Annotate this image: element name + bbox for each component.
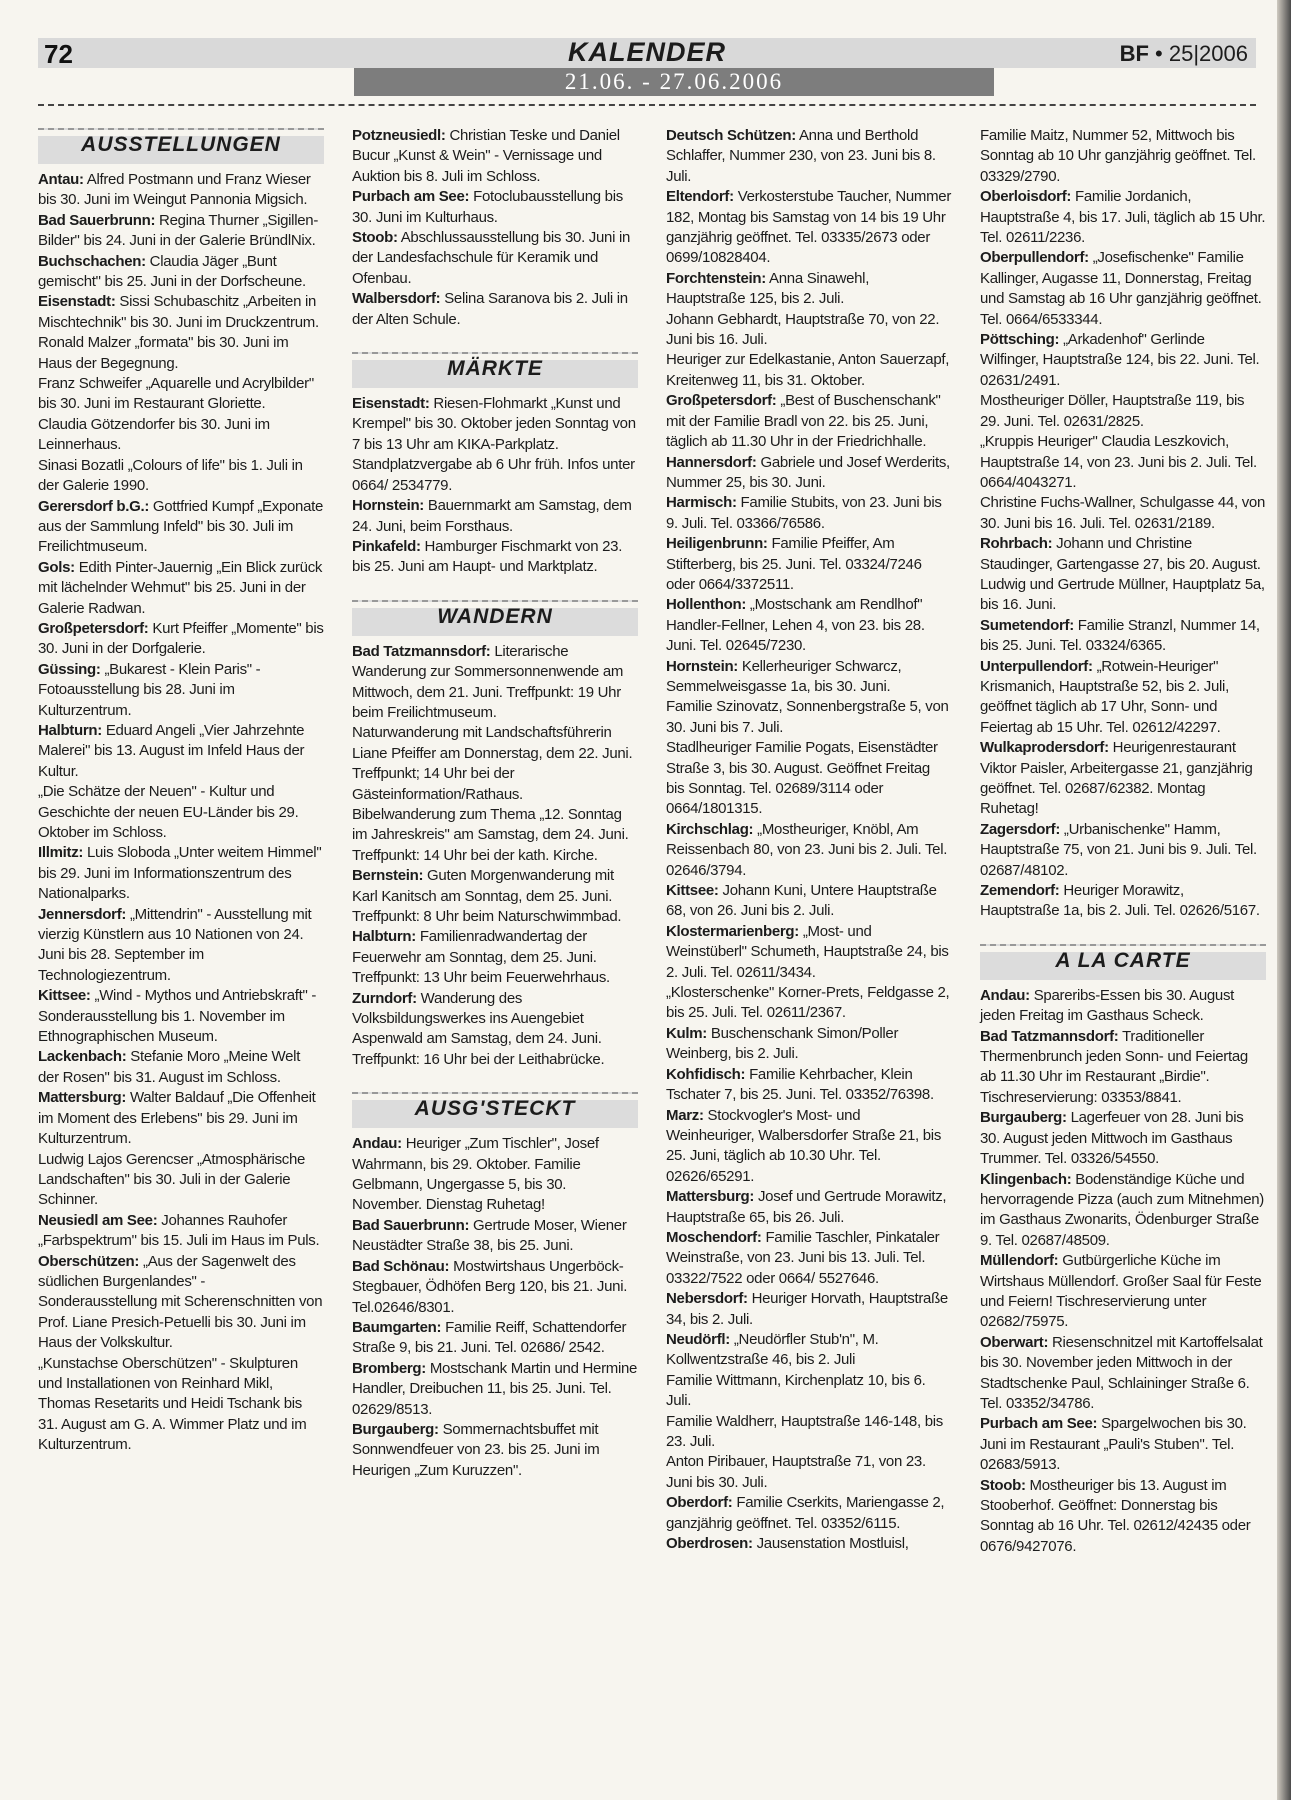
listing-entry [666, 738, 952, 820]
listing-entry [352, 1257, 638, 1318]
entry-text: Heuriger Morawitz, Hauptstraße 1a, bis 2. Juli. Tel. 02626/5167. [980, 882, 1260, 920]
listing-entry [352, 187, 638, 228]
listing-entry [980, 657, 1266, 739]
place-name: Oberschützen: [38, 1252, 140, 1270]
place-name: Nebersdorf: [666, 1290, 748, 1308]
entry-text: Abschlussausstellung bis 30. Juni in der Landesfachschule für Keramik und Ofenbau. [352, 229, 631, 287]
listing-entry [980, 820, 1266, 881]
entry-text: „Arkadenhof" Gerlinde Wilfinger, Hauptstraße 124, bis 22. Juni. Tel. 02631/2491. [980, 331, 1260, 389]
place-name: Bad Tatzmannsdorf: [980, 1027, 1119, 1045]
listing-entry [38, 292, 324, 333]
entry-text: Ronald Malzer „formata" bis 30. Juni im Haus der Begegnung. [38, 334, 289, 372]
entry-text: Traditioneller Thermenbrunch jeden Sonn- und Feiertag ab 11.30 Uhr im Restaurant „Birdie". Tischreservierung: 03353/8841. [980, 1027, 1248, 1106]
listing-entry [980, 986, 1266, 1027]
listing-entry [38, 986, 324, 1047]
entry-text: Naturwanderung mit Landschaftsführerin Liane Pfeiffer am Donnerstag, dem 22. Juni. Treffpunkt; 14 Uhr bei der Gästeinformation/Rathaus. [352, 724, 633, 803]
entry-text: Anna Sinawehl, Hauptstraße 125, bis 2. Juli. [666, 269, 870, 308]
entry-text: Sissi Schubaschitz „Arbeiten in Mischtechnik" bis 30. Juni im Druckzentrum. [38, 293, 319, 331]
entry-text: Heuriger zur Edelkastanie, Anton Sauerzapf, Kreitenweg 11, bis 31. Oktober. [666, 351, 950, 389]
date-range: 21.06. - 27.06.2006 [354, 68, 994, 96]
column-4 [980, 126, 1266, 1557]
entry-text: Riesen-Flohmarkt „Kunst und Krempel" bis 30. Oktober jeden Sonntag von 7 bis 13 Uhr am KIKA-Parkplatz. Standplatzvergabe ab 6 Uhr früh. Infos unter 0664/ 2534779. [352, 395, 636, 494]
place-name: Stoob: [980, 1476, 1026, 1494]
issue-number: 25|2006 [1168, 41, 1248, 66]
listing-entry [38, 415, 324, 456]
listing-entry [980, 738, 1266, 820]
entry-text: Mostheuriger bis 13. August im Stooberhof. Geöffnet: Donnerstag bis Sonntag ab 16 Uhr. Tel. 02612/42435 oder 0676/9427076. [980, 1476, 1251, 1555]
place-name: Mattersburg: [666, 1188, 755, 1206]
listing-entry [352, 228, 638, 289]
listing-entry [980, 391, 1266, 432]
listing-entry [666, 1493, 952, 1534]
listing-entry [980, 534, 1266, 616]
place-name: Hollenthon: [666, 596, 747, 614]
entry-text: Wanderung des Volksbildungswerkes ins Auengebiet Aspenwald am Samstag, dem 24. Juni. Treffpunkt: 16 Uhr bei der Leithabrücke. [352, 989, 605, 1068]
place-name: Bad Tatzmannsdorf: [352, 642, 491, 660]
place-name: Burgauberg: [980, 1109, 1067, 1127]
place-name: Neudörfl: [666, 1330, 730, 1348]
listing-entry [352, 1318, 638, 1359]
listing-entry [980, 187, 1266, 248]
entry-text: Anton Piribauer, Hauptstraße 71, von 23. Juni bis 30. Juli. [666, 1453, 926, 1491]
place-name: Lackenbach: [38, 1048, 127, 1066]
listing-entry [980, 330, 1266, 391]
entry-text: Heurigenrestaurant Viktor Paisler, Arbeitergasse 21, ganzjährig geöffnet. Tel. 02687/62382. Montag Ruhetag! [980, 739, 1253, 818]
spacer [352, 578, 638, 598]
category-heading-ausgsteckt [352, 1092, 638, 1128]
place-name: Oberpullendorf: [980, 249, 1089, 267]
entry-text: Spargelwochen bis 30. Juni im Restaurant „Pauli's Stuben". Tel. 02683/5913. [980, 1415, 1247, 1474]
listing-entry [352, 1134, 638, 1216]
place-name: Pinkafeld: [352, 537, 421, 555]
listing-entry [352, 1359, 638, 1420]
spacer [352, 1070, 638, 1090]
place-name: Kittsee: [38, 987, 91, 1005]
listing-entry [38, 1252, 324, 1354]
place-name: Oberdrosen: [666, 1535, 753, 1553]
listing-entry [38, 252, 324, 293]
entry-text: Johann Kuni, Untere Hauptstraße 68, von 26. Juni bis 2. Juli. [666, 882, 937, 920]
entry-text: „Klosterschenke" Korner-Prets, Feldgasse 2, bis 25. Juli. Tel. 02611/2367. [666, 984, 950, 1022]
entries-col3 [666, 126, 952, 1554]
entry-text: „Wind - Mythos und Antriebskraft" - Sonderausstellung bis 1. November im Ethnographischen Museum. [38, 987, 317, 1046]
place-name: Wulkaprodersdorf: [980, 739, 1109, 757]
listing-entry [666, 453, 952, 494]
entry-text: „Urbanischenke" Hamm, Hauptstraße 75, von 21. Juni bis 9. Juli. Tel. 02687/48102. [980, 820, 1257, 879]
listing-entry [666, 1534, 952, 1554]
entry-text: „Kunstachse Oberschützen" - Skulpturen und Installationen von Reinhard Mikl, Thomas Resetarits und Heidi Tschank bis 31. August am G. A. Wimmer Platz und im Kulturzentrum. [38, 1354, 307, 1454]
issue-bullet: • [1155, 41, 1163, 66]
listing-entry [980, 432, 1266, 493]
entry-text: Bibelwanderung zum Thema „12. Sonntag im Jahreskreis" am Samstag, dem 24. Juni. Treffpunkt: 14 Uhr bei der kath. Kirche. [352, 805, 629, 864]
place-name: Sumetendorf: [980, 616, 1074, 634]
entry-text: Familie Stranzl, Nummer 14, bis 25. Juni. Tel. 03324/6365. [980, 616, 1260, 655]
entry-text: Hamburger Fischmarkt von 23. bis 25. Juni am Haupt- und Marktplatz. [352, 537, 623, 576]
place-name: Purbach am See: [352, 188, 470, 206]
entry-text: „Mittendrin" - Ausstellung mit vierzig Künstlern aus 10 Nationen von 24. Juni bis 28. September im Technologiezentrum. [38, 905, 312, 984]
entry-text: Familie Cserkits, Mariengasse 2, ganzjährig geöffnet. Tel. 03352/6115. [666, 1494, 945, 1532]
entry-text: Luis Sloboda „Unter weitem Himmel" bis 29. Juni im Informationszentrum des Nationalparks. [38, 844, 322, 903]
entry-text: Walter Baldauf „Die Offenheit im Moment des Erlebens" bis 29. Juni im Kulturzentrum. [38, 1089, 316, 1148]
spacer [352, 330, 638, 350]
place-name: Hornstein: [352, 497, 425, 515]
place-name: Purbach am See: [980, 1415, 1098, 1433]
place-name: Kohfidisch: [666, 1065, 746, 1083]
entry-text: Gabriele und Josef Werderits, Nummer 25, bis 30. Juni. [666, 453, 950, 491]
listing-entry [980, 1251, 1266, 1333]
entry-text: Kurt Pfeiffer „Momente" bis 30. Juni in der Dorfgalerie. [38, 619, 324, 658]
place-name: Kulm: [666, 1024, 707, 1042]
brand-label: BF [1119, 41, 1149, 66]
listing-entry [38, 374, 324, 415]
place-name: Kirchschlag: [666, 820, 754, 838]
listing-entry [38, 782, 324, 843]
listing-entry [666, 126, 952, 187]
listing-entry [666, 1452, 952, 1493]
listing-entry [666, 983, 952, 1024]
listing-entry [352, 1420, 638, 1481]
listing-entry [38, 843, 324, 904]
entry-text: Johann Gebhardt, Hauptstraße 70, von 22. Juni bis 16. Juli. [666, 310, 940, 349]
category-label: AUSSTELLUNGEN [81, 133, 281, 156]
listing-entry [980, 1170, 1266, 1252]
listing-entry [980, 616, 1266, 657]
entry-text: Selina Saranova bis 2. Juli in der Alten Schule. [352, 290, 628, 328]
listing-entry [666, 1228, 952, 1289]
entry-text: „Aus der Sagenwelt des südlichen Burgenlandes" - Sonderausstellung mit Scherenschnitten von Prof. Liane Presich-Petuelli bis 30. Juni im Haus der Volkskultur. [38, 1252, 323, 1352]
column-2 [352, 126, 638, 1481]
place-name: Walbersdorf: [352, 290, 441, 308]
listing-entry [980, 493, 1266, 534]
entry-text: Gutbürgerliche Küche im Wirtshaus Müllendorf. Großer Saal für Feste und Feiern! Tischreservierung unter 02682/75975. [980, 1252, 1262, 1331]
listing-entry [352, 394, 638, 496]
place-name: Burgauberg: [352, 1420, 439, 1438]
place-name: Eisenstadt: [352, 395, 430, 413]
entry-text: Mostschank Martin und Hermine Handler, Dreibuchen 11, bis 25. Juni. Tel. 02629/8513. [352, 1359, 638, 1418]
entry-text: Eduard Angeli „Vier Jahrzehnte Malerei" bis 13. August im Infeld Haus der Kultur. [38, 721, 305, 780]
entry-text: Mostwirtshaus Ungerböck-Stegbauer, Ödhöfen Berg 120, bis 21. Juni. Tel.02646/8301. [352, 1257, 628, 1316]
place-name: Bernstein: [352, 867, 424, 885]
entry-text: Ludwig Lajos Gerencser „Atmosphärische Landschaften" bis 30. Juli in der Galerie Schinner. [38, 1150, 306, 1209]
place-name: Buchschachen: [38, 252, 146, 270]
entry-text: Kellerheuriger Schwarcz, Semmelweisgasse 1a, bis 30. Juni. [666, 657, 902, 695]
listing-entry [666, 1187, 952, 1228]
listing-entry [666, 1289, 952, 1330]
place-name: Stoob: [352, 229, 398, 247]
listing-entry [352, 866, 638, 927]
listing-entry [352, 805, 638, 866]
place-name: Gerersdorf b.G.: [38, 497, 150, 515]
page-edge-shadow [1277, 0, 1291, 1800]
listing-entry [352, 126, 638, 187]
listing-entry [666, 1330, 952, 1371]
entry-text: Mostheuriger Döller, Hauptstraße 119, bis 29. Juni. Tel. 02631/2825. [980, 392, 1245, 430]
listing-entry [666, 1106, 952, 1188]
listing-entry [38, 619, 324, 660]
listing-entry [980, 1476, 1266, 1558]
place-name: Gols: [38, 558, 75, 576]
place-name: Marz: [666, 1106, 704, 1124]
category-label: WANDERN [437, 604, 553, 628]
listing-entry [352, 642, 638, 724]
place-name: Großpetersdorf: [38, 619, 149, 637]
entry-text: „Kruppis Heuriger" Claudia Leszkovich, Hauptstraße 14, von 23. Juni bis 2. Juli. Tel. 0664/4043271. [980, 433, 1257, 491]
listing-entry [980, 248, 1266, 330]
place-name: Bad Sauerbrunn: [352, 1216, 470, 1234]
listing-entry [38, 1354, 324, 1456]
listing-entry [352, 289, 638, 330]
place-name: Kittsee: [666, 882, 719, 900]
entry-text: Familienradwandertag der Feuerwehr am Sonntag, dem 25. Juni. Treffpunkt: 13 Uhr beim Feuerwehrhaus. [352, 928, 610, 987]
section-title: KALENDER [567, 37, 726, 67]
entries-col2b [352, 394, 638, 578]
entry-text: Stockvogler's Most- und Weinheuriger, Walbersdorfer Straße 21, bis 25. Juni, täglich ab 10.30 Uhr. Tel. 02626/65291. [666, 1106, 942, 1185]
listing-entry [666, 187, 952, 269]
entry-text: Johannes Rauhofer „Farbspektrum" bis 15. Juli im Haus im Puls. [38, 1211, 320, 1250]
place-name: Eltendorf: [666, 188, 734, 206]
listing-entry [352, 496, 638, 537]
listing-entry [980, 126, 1266, 187]
entry-text: „Most- und Weinstüberl" Schumeth, Hauptstraße 24, bis 2. Juli. Tel. 02611/3434. [666, 922, 949, 981]
entry-text: Familie Waldherr, Hauptstraße 146-148, bis 23. Juli. [666, 1412, 943, 1450]
listing-entry [666, 391, 952, 452]
place-name: Potzneusiedl: [352, 127, 446, 144]
listing-entry [38, 1088, 324, 1149]
listing-entry [666, 922, 952, 983]
entry-text: Christine Fuchs-Wallner, Schulgasse 44, von 30. Juni bis 16. Juli. Tel. 02631/2189. [980, 494, 1266, 532]
entry-text: „Mostheuriger, Knöbl, Am Reissenbach 80, von 23. Juni bis 2. Juli. Tel. 02646/3794. [666, 820, 948, 879]
entry-text: Stefanie Moro „Meine Welt der Rosen" bis 31. August im Schloss. [38, 1048, 301, 1086]
entry-text: „Die Schätze der Neuen" - Kultur und Geschichte der neuen EU-Länder bis 29. Oktober im Schloss. [38, 783, 299, 841]
place-name: Oberloisdorf: [980, 188, 1072, 206]
listing-entry [666, 820, 952, 881]
place-name: Rohrbach: [980, 535, 1053, 553]
listing-entry [38, 456, 324, 497]
place-name: Mattersburg: [38, 1089, 127, 1107]
listing-entry [38, 1047, 324, 1088]
place-name: Unterpullendorf: [980, 657, 1093, 675]
entry-text: Heuriger „Zum Tischler", Josef Wahrmann, bis 29. Oktober. Familie Gelbmann, Ungergasse 5, bis 30. November. Dienstag Ruhetag! [352, 1135, 599, 1214]
listing-entry [666, 269, 952, 310]
page-number: 72 [44, 39, 73, 69]
entry-text: Familie Jordanich, Hauptstraße 4, bis 17. Juli, täglich ab 15 Uhr. Tel. 02611/2236. [980, 188, 1266, 247]
entry-text: Josef und Gertrude Morawitz, Hauptstraße 65, bis 26. Juli. [666, 1188, 947, 1226]
place-name: Zagersdorf: [980, 820, 1061, 838]
place-name: Klingenbach: [980, 1170, 1072, 1188]
entry-text: Spareribs-Essen bis 30. August jeden Freitag im Gasthaus Scheck. [980, 986, 1235, 1025]
place-name: Pöttsching: [980, 331, 1060, 349]
entry-text: Edith Pinter-Jauernig „Ein Blick zurück mit lächelnder Wehmut" bis 25. Juni in der Galerie Radwan. [38, 558, 323, 617]
listing-entry [666, 697, 952, 738]
place-name: Baumgarten: [352, 1318, 442, 1336]
entries-col4a [980, 126, 1266, 922]
entries-col2c [352, 642, 638, 1071]
entries-col4b [980, 986, 1266, 1557]
column-1 [38, 126, 324, 1456]
listing-entry [666, 657, 952, 698]
column-3 [666, 126, 952, 1554]
listing-entry [666, 310, 952, 351]
header-rule [38, 104, 1256, 106]
listing-entry [980, 1333, 1266, 1415]
category-label: A LA CARTE [1055, 948, 1191, 972]
place-name: Hornstein: [666, 657, 739, 675]
listing-entry [38, 721, 324, 782]
issue-info [1120, 41, 1248, 67]
page-header [38, 38, 1256, 98]
category-heading-maerkte [352, 352, 638, 388]
listing-entry [980, 1108, 1266, 1169]
entry-text: Christian Teske und Daniel Bucur „Kunst & Wein" - Vernissage und Auktion bis 8. Juli im Schloss. [352, 127, 620, 185]
listing-entry [666, 534, 952, 595]
entries-col2d [352, 1134, 638, 1481]
entry-text: Riesenschnitzel mit Kartoffelsalat bis 30. November jeden Mittwoch in der Stadtschenke Paul, Schlaininger Straße 6. Tel. 03352/34786. [980, 1333, 1263, 1412]
entry-text: Familie Szinovatz, Sonnenbergstraße 5, von 30. Juni bis 7. Juli. [666, 698, 949, 736]
place-name: Forchtenstein: [666, 269, 766, 287]
entries-col2a [352, 126, 638, 330]
listing-entry [980, 881, 1266, 922]
listing-entry [666, 881, 952, 922]
entry-text: Regina Thurner „Sigillen-Bilder" bis 24. Juni in der Galerie BründlNix. [38, 211, 319, 250]
spacer [980, 922, 1266, 942]
category-label: AUSG'STECKT [414, 1097, 576, 1121]
entry-text: Gertrude Moser, Wiener Neustädter Straße 38, bis 25. Juni. [352, 1216, 627, 1255]
entry-text: Bodenständige Küche und hervorragende Pizza (auch zum Mitnehmen) im Gasthaus Zwonarits, Ödenburger Straße 9. Tel. 02687/48509. [980, 1170, 1264, 1249]
listing-entry [38, 497, 324, 558]
place-name: Zemendorf: [980, 882, 1060, 900]
place-name: Müllendorf: [980, 1252, 1059, 1270]
entry-text: Claudia Götzendorfer bis 30. Juni im Leinnerhaus. [38, 415, 270, 454]
place-name: Oberwart: [980, 1333, 1049, 1351]
entry-text: Alfred Postmann und Franz Wieser bis 30. Juni im Weingut Pannonia Migsich. [38, 171, 311, 209]
entry-text: „Rotwein-Heuriger" Krismanich, Hauptstraße 52, bis 2. Juli, geöffnet täglich ab 17 Uhr, Sonn- und Feiertag ab 15 Uhr. Tel. 02612/42297. [980, 657, 1229, 736]
entry-text: Anna und Berthold Schlaffer, Nummer 230, von 23. Juni bis 8. Juli. [666, 127, 936, 185]
entry-text: Familie Kehrbacher, Klein Tschater 7, bis 25. Juni. Tel. 03352/76398. [666, 1065, 934, 1104]
header-bar [38, 38, 1256, 68]
listing-entry [666, 1024, 952, 1065]
category-heading-wandern [352, 600, 638, 636]
place-name: Neusiedl am See: [38, 1211, 158, 1229]
entry-text: Stadlheuriger Familie Pogats, Eisenstädter Straße 3, bis 30. August. Geöffnet Freitag bis Sonntag. Tel. 02689/3114 oder 0664/1801315. [666, 739, 938, 818]
listing-entry [666, 493, 952, 534]
place-name: Oberdorf: [666, 1494, 733, 1512]
entry-text: Jausenstation Mostluisl, [752, 1535, 909, 1553]
listing-entry [38, 905, 324, 987]
place-name: Güssing: [38, 660, 101, 678]
place-name: Moschendorf: [666, 1228, 762, 1246]
listing-entry [666, 1412, 952, 1453]
listing-entry [352, 537, 638, 578]
entry-text: Sinasi Bozatli „Colours of life" bis 1. Juli in der Galerie 1990. [38, 456, 303, 495]
listing-entry [352, 989, 638, 1071]
entry-text: Familie Maitz, Nummer 52, Mittwoch bis Sonntag ab 10 Uhr ganzjährig geöffnet. Tel. 03329/2790. [980, 127, 1256, 185]
entry-text: Buschenschank Simon/Poller Weinberg, bis 2. Juli. [666, 1024, 899, 1063]
category-heading-a-la-carte [980, 944, 1266, 980]
listing-entry [980, 1027, 1266, 1109]
place-name: Halbturn: [352, 928, 416, 946]
entry-text: Heuriger Horvath, Hauptstraße 34, bis 2. Juli. [666, 1290, 948, 1328]
listing-entry [38, 333, 324, 374]
entry-text: Familie Stubits, von 23. Juni bis 9. Juli. Tel. 03366/76586. [666, 494, 942, 532]
place-name: Harmisch: [666, 494, 737, 512]
place-name: Bad Schönau: [352, 1257, 450, 1275]
place-name: Halbturn: [38, 721, 102, 739]
entries-col1 [38, 170, 324, 1456]
listing-entry [666, 595, 952, 656]
entry-text: Familie Wittmann, Kirchenplatz 10, bis 6. Juli. [666, 1371, 926, 1410]
place-name: Antau: [38, 171, 84, 188]
listing-entry [38, 170, 324, 211]
entry-text: „Neudörfler Stub'n", M. Kollwentzstraße 46, bis 2. Juli [666, 1330, 879, 1369]
listing-entry [38, 1211, 324, 1252]
entry-text: „Bukarest - Klein Paris" - Fotoausstellung bis 28. Juni im Kulturzentrum. [38, 660, 261, 719]
place-name: Hannersdorf: [666, 453, 757, 471]
entry-text: Verkosterstube Taucher, Nummer 182, Montag bis Samstag von 14 bis 19 Uhr ganzjährig geöffnet. Tel. 03335/2673 oder 0699/10828404. [666, 188, 952, 267]
place-name: Illmitz: [38, 844, 84, 862]
listing-entry [38, 1150, 324, 1211]
place-name: Eisenstadt: [38, 293, 116, 311]
entry-text: Sommernachtsbuffet mit Sonnwendfeuer von 23. bis 25. Juni im Heurigen „Zum Kuruzzen". [352, 1420, 600, 1479]
entry-text: Guten Morgenwanderung mit Karl Kanitsch am Sonntag, dem 25. Juni. Treffpunkt: 8 Uhr beim Naturschwimmbad. [352, 867, 622, 925]
entry-text: „Josefischenke" Familie Kallinger, Augasse 11, Donnerstag, Freitag und Samstag ab 16 Uhr ganzjährig geöffnet. Tel. 0664/6533344. [980, 249, 1262, 328]
listing-entry [352, 927, 638, 988]
entry-text: Claudia Jäger „Bunt gemischt" bis 25. Juni in der Dorfscheune. [38, 252, 306, 291]
place-name: Klostermarienberg: [666, 922, 799, 940]
entry-text: Familie Pfeiffer, Am Stifterberg, bis 25. Juni. Tel. 03324/7246 oder 0664/3372511. [666, 535, 922, 593]
entry-text: „Best of Buschenschank" mit der Familie Bradl von 22. bis 25. Juni, täglich ab 11.30 Uhr in der Friedrichhalle. [666, 392, 941, 451]
listing-entry [666, 350, 952, 391]
place-name: Jennersdorf: [38, 905, 127, 923]
entry-text: Fotoclubausstellung bis 30. Juni im Kulturhaus. [352, 188, 623, 226]
listing-entry [666, 1371, 952, 1412]
entry-text: „Mostschank am Rendlhof" Handler-Fellner, Lehen 4, von 23. bis 28. Juni. Tel. 02645/7230. [666, 596, 925, 655]
category-heading-ausstellungen [38, 128, 324, 164]
listing-entry [980, 1414, 1266, 1475]
entry-text: Johann und Christine Staudinger, Gartengasse 27, bis 20. August. Ludwig und Gertrude Müllner, Hauptplatz 5a, bis 16. Juni. [980, 535, 1265, 614]
place-name: Andau: [980, 986, 1030, 1004]
entry-text: Franz Schweifer „Aquarelle und Acrylbilder" bis 30. Juni im Restaurant Gloriette. [38, 375, 314, 413]
place-name: Großpetersdorf: [666, 392, 777, 410]
entry-text: Gottfried Kumpf „Exponate aus der Sammlung Infeld" bis 30. Juli im Freilichtmuseum. [38, 497, 324, 556]
entry-text: Bauernmarkt am Samstag, dem 24. Juni, beim Forsthaus. [352, 497, 632, 535]
listing-entry [38, 211, 324, 252]
entry-text: Familie Reiff, Schattendorfer Straße 9, bis 21. Juni. Tel. 02686/ 2542. [352, 1318, 627, 1357]
listing-entry [38, 558, 324, 619]
listing-entry [352, 723, 638, 805]
place-name: Deutsch Schützen: [666, 127, 796, 144]
listing-entry [38, 660, 324, 721]
category-label: MÄRKTE [447, 357, 543, 381]
place-name: Bromberg: [352, 1359, 426, 1377]
listing-entry [666, 1065, 952, 1106]
place-name: Heiligenbrunn: [666, 535, 768, 553]
entry-text: Familie Taschler, Pinkataler Weinstraße, von 23. Juni bis 13. Juli. Tel. 03322/7522 oder 0664/ 5527646. [666, 1228, 940, 1287]
entry-text: Lagerfeuer von 28. Juni bis 30. August jeden Mittwoch im Gasthaus Trummer. Tel. 03326/54550. [980, 1109, 1244, 1168]
entry-text: Literarische Wanderung zur Sommersonnenwende am Mittwoch, dem 21. Juni. Treffpunkt: 19 Uhr beim Freilichtmuseum. [352, 642, 624, 721]
listing-entry [352, 1216, 638, 1257]
place-name: Bad Sauerbrunn: [38, 211, 156, 229]
place-name: Zurndorf: [352, 989, 417, 1007]
place-name: Andau: [352, 1135, 402, 1153]
